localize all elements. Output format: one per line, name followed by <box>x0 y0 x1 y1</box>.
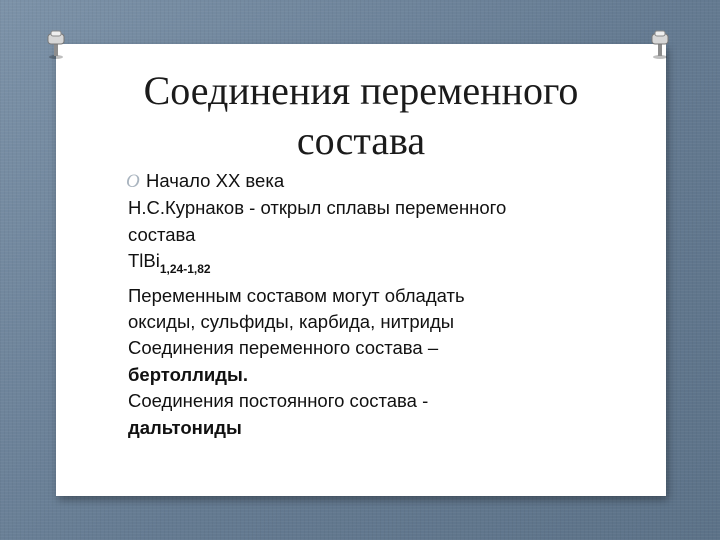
body-text: оксиды, сульфиды, карбида, нитриды <box>128 311 455 333</box>
pushpin-icon <box>44 30 68 60</box>
title-line-1: Соединения переменного <box>143 68 579 113</box>
formula-base: TlBi <box>128 250 160 272</box>
body-text: Соединения постоянного состава - <box>128 390 429 412</box>
pushpin-icon <box>648 30 672 60</box>
bullet-item <box>128 168 628 195</box>
term-daltonides: дальтониды <box>128 416 242 438</box>
slide-body <box>128 168 628 441</box>
formula-subscript: 1,24-1,82 <box>159 262 211 277</box>
term-bertholides: бертоллиды. <box>128 363 248 385</box>
body-text: состава <box>128 223 196 245</box>
body-text: Н.С.Курнаков - открыл сплавы переменного <box>128 197 507 219</box>
body-text: Начало XX века <box>146 170 285 191</box>
bullet-icon: O <box>126 171 140 192</box>
body-text: Соединения переменного состава – <box>128 337 439 359</box>
title-line-2: состава <box>296 118 426 163</box>
slide-title <box>56 66 666 166</box>
body-text: Переменным составом могут обладать <box>128 284 465 306</box>
formula <box>128 248 628 282</box>
